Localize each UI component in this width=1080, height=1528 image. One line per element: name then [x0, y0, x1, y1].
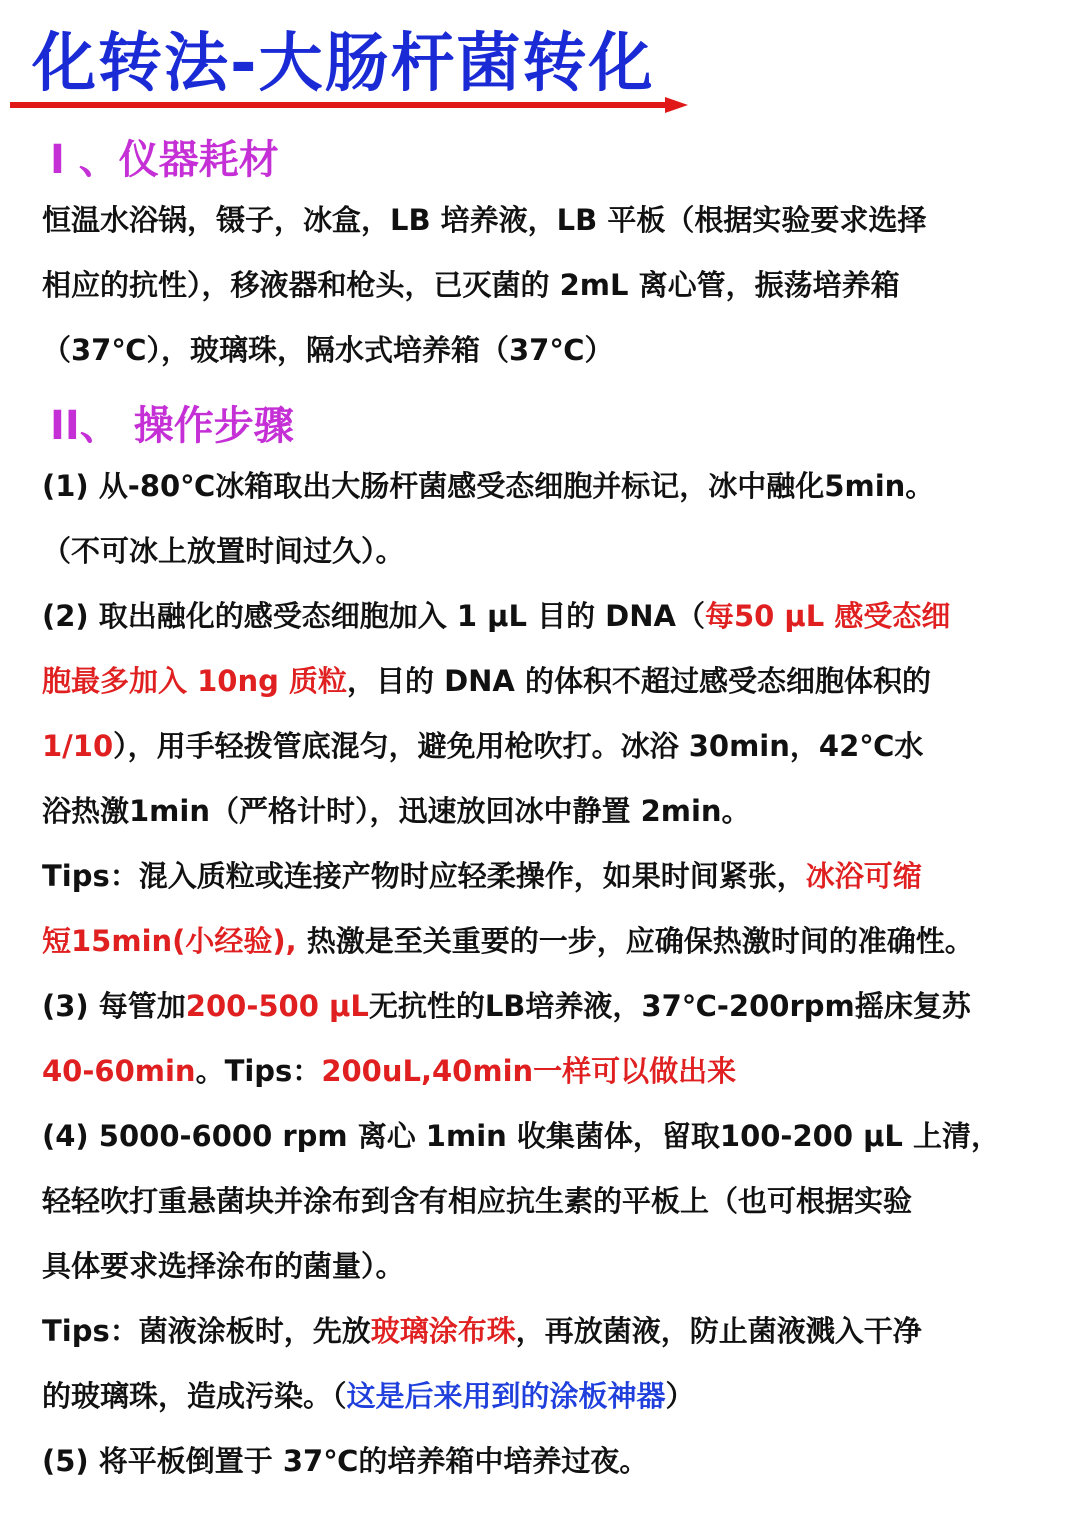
title-banner [0, 0, 1080, 120]
step4-tip-blue-note: 这是后来用到的涂板神器 [346, 1379, 666, 1413]
step2-tip-highlight: 冰浴可缩 [805, 859, 922, 893]
step2-highlight: 胞最多加入 10ng 质粒 [42, 664, 347, 698]
materials-line: （37℃），玻璃珠，隔水式培养箱（37℃） [42, 333, 614, 367]
step2-tip-line [42, 844, 1072, 909]
step4-tip-line [42, 1299, 1072, 1364]
step2-line [42, 584, 1072, 649]
step4-tip-text: 的玻璃珠，造成污染。（ [42, 1379, 347, 1413]
procedure-steps [42, 454, 1072, 1494]
step3-highlight: 200uL,40min一样可以做出来 [321, 1054, 737, 1088]
step2-tip-text: Tips：混入质粒或连接产物时应轻柔操作，如果时间紧张， [42, 859, 806, 893]
step2-line [42, 714, 1072, 779]
step4-line: 轻轻吹打重悬菌块并涂布到含有相应抗生素的平板上（也可根据实验 [42, 1184, 913, 1218]
step4-tip-highlight: 玻璃涂布珠 [370, 1314, 516, 1348]
step2-highlight: 1/10 [42, 729, 114, 763]
step4-line: 具体要求选择涂布的菌量）。 [42, 1249, 405, 1283]
page-title: 化转法-大肠杆菌转化 [32, 27, 655, 101]
step3-text: (3) 每管加 [42, 989, 186, 1023]
step3-highlight: 200-500 μL [185, 989, 369, 1023]
step3-text: 无抗性的LB培养液，37℃-200rpm摇床复苏 [368, 989, 971, 1023]
step3-line [42, 974, 1072, 1039]
step5-line: (5) 将平板倒置于 37℃的培养箱中培养过夜。 [42, 1444, 649, 1478]
step4-tip-line [42, 1364, 1072, 1429]
step4-line: (4) 5000-6000 rpm 离心 1min 收集菌体，留取100-200 μL 上清， [42, 1119, 1001, 1153]
step2-text: (2) 取出融化的感受态细胞加入 1 μL 目的 DNA（ [42, 599, 705, 633]
step2-tip-highlight: 短15min(小经验), [42, 924, 297, 958]
section-heading-procedure: II、 操作步骤 [50, 403, 294, 449]
step4-tip-text: ，再放菌液，防止菌液溅入干净 [515, 1314, 922, 1348]
step2-text: ，目的 DNA 的体积不超过感受态细胞体积的 [346, 664, 931, 698]
materials-paragraph [42, 188, 1072, 383]
title-underline-arrow [10, 96, 690, 114]
step4-tip-text: Tips：菌液涂板时，先放 [42, 1314, 371, 1348]
step2-tip-line [42, 909, 1072, 974]
step1-note: （不可冰上放置时间过久）。 [42, 534, 405, 568]
materials-line: 相应的抗性），移液器和枪头，已灭菌的 2mL 离心管，振荡培养箱 [42, 268, 900, 302]
step2-line: 浴热激1min（严格计时），迅速放回冰中静置 2min。 [42, 794, 751, 828]
step2-highlight: 每50 μL 感受态细 [704, 599, 951, 633]
materials-line: 恒温水浴锅，镊子，冰盒，LB 培养液，LB 平板（根据实验要求选择 [42, 203, 927, 237]
step2-text: ），用手轻拨管底混匀，避免用枪吹打。冰浴 30min，42℃水 [113, 729, 924, 763]
step2-tip-text: 热激是至关重要的一步，应确保热激时间的准确性。 [296, 924, 974, 958]
step2-line [42, 649, 1072, 714]
section-heading-materials: I 、仪器耗材 [50, 137, 279, 183]
step3-line [42, 1039, 1072, 1104]
step4-tip-text: ） [665, 1379, 695, 1413]
step3-text: 。Tips： [195, 1054, 322, 1088]
step3-highlight: 40-60min [42, 1054, 196, 1088]
step1-line: (1) 从-80℃冰箱取出大肠杆菌感受态细胞并标记，冰中融化5min。 [42, 469, 935, 503]
